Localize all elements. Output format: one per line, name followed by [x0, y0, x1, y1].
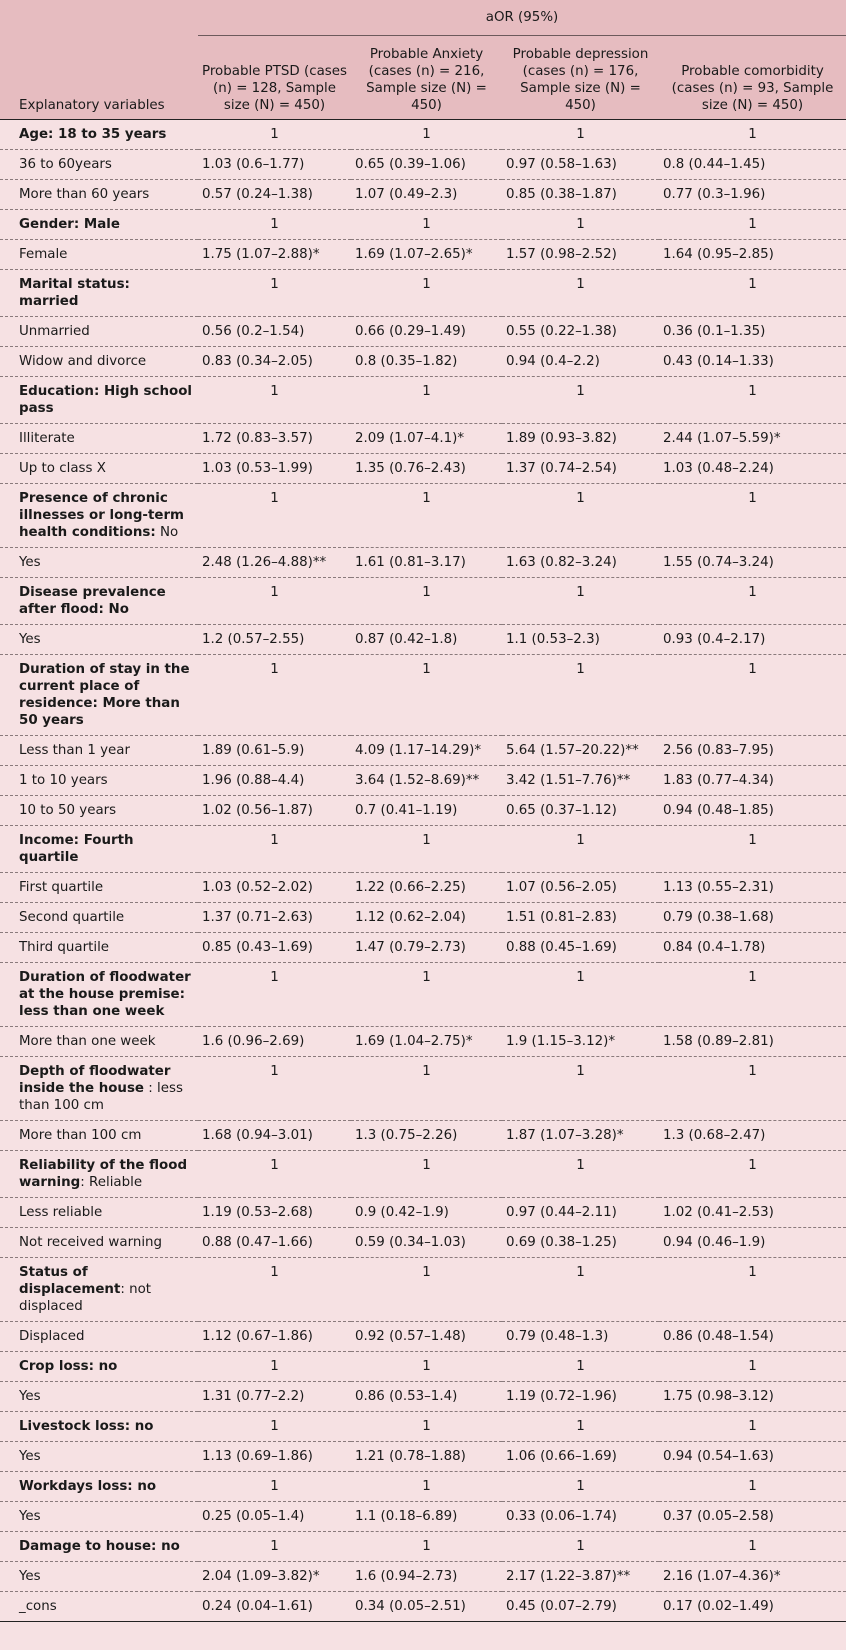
- row-label-text: Gender: Male: [19, 217, 120, 232]
- row-label: [0, 548, 198, 578]
- row-label-text: Disease prevalence after flood: No: [19, 585, 166, 617]
- cell-value: 1: [351, 484, 502, 548]
- cell-value: 1: [659, 1151, 846, 1198]
- cell-value: 0.93 (0.4–2.17): [659, 625, 846, 655]
- cell-value: 0.65 (0.39–1.06): [351, 150, 502, 180]
- row-label: [0, 1121, 198, 1151]
- cell-value: 1.3 (0.75–2.26): [351, 1121, 502, 1151]
- cell-value: 1: [502, 655, 659, 736]
- cell-value: 1: [198, 1532, 351, 1562]
- cell-value: 1: [659, 1352, 846, 1382]
- cell-value: 0.97 (0.58–1.63): [502, 150, 659, 180]
- cell-value: 0.94 (0.46–1.9): [659, 1228, 846, 1258]
- cell-value: 1: [351, 1532, 502, 1562]
- cell-value: 1.96 (0.88–4.4): [198, 766, 351, 796]
- cell-value: 2.48 (1.26–4.88)**: [198, 548, 351, 578]
- table-row: [0, 903, 846, 933]
- cell-value: 1.22 (0.66–2.25): [351, 873, 502, 903]
- cell-value: 1: [198, 655, 351, 736]
- cell-value: 0.88 (0.45–1.69): [502, 933, 659, 963]
- cell-value: 0.92 (0.57–1.48): [351, 1322, 502, 1352]
- row-label: [0, 933, 198, 963]
- cell-value: 1: [198, 1412, 351, 1442]
- cell-value: 0.85 (0.38–1.87): [502, 180, 659, 210]
- row-label-text: Yes: [19, 632, 41, 647]
- row-label-text: Crop loss: no: [19, 1359, 118, 1374]
- cell-value: 1: [351, 578, 502, 625]
- cell-value: 1: [198, 270, 351, 317]
- row-label: [0, 454, 198, 484]
- cell-value: 1: [502, 270, 659, 317]
- cell-value: 1.12 (0.67–1.86): [198, 1322, 351, 1352]
- cell-value: 1.03 (0.6–1.77): [198, 150, 351, 180]
- row-label-text: Yes: [19, 1389, 41, 1404]
- col-header-comorbidity: Probable comorbidity (cases (n) = 93, Sample size (N) = 450): [659, 36, 846, 120]
- cell-value: 0.8 (0.35–1.82): [351, 347, 502, 377]
- cell-value: 1.47 (0.79–2.73): [351, 933, 502, 963]
- cell-value: 1.19 (0.72–1.96): [502, 1382, 659, 1412]
- cell-value: 1: [198, 120, 351, 150]
- cell-value: 1: [502, 377, 659, 424]
- row-label-text: Yes: [19, 1569, 41, 1584]
- row-label-text: Presence of chronic illnesses or long-term health conditions:: [19, 491, 185, 540]
- row-label-text: Marital status: married: [19, 277, 130, 309]
- cell-value: 1: [198, 1151, 351, 1198]
- cell-value: 1: [659, 1532, 846, 1562]
- cell-value: 1: [659, 377, 846, 424]
- cell-value: 3.42 (1.51–7.76)**: [502, 766, 659, 796]
- table-row: [0, 1532, 846, 1562]
- cell-value: 2.09 (1.07–4.1)*: [351, 424, 502, 454]
- cell-value: 1: [502, 963, 659, 1027]
- cell-value: 1.75 (0.98–3.12): [659, 1382, 846, 1412]
- table-row: [0, 1027, 846, 1057]
- row-label: [0, 1502, 198, 1532]
- cell-value: 1.6 (0.94–2.73): [351, 1562, 502, 1592]
- cell-value: 2.16 (1.07–4.36)*: [659, 1562, 846, 1592]
- cell-value: 0.8 (0.44–1.45): [659, 150, 846, 180]
- row-label: [0, 1198, 198, 1228]
- cell-value: 5.64 (1.57–20.22)**: [502, 736, 659, 766]
- cell-value: 1.9 (1.15–3.12)*: [502, 1027, 659, 1057]
- cell-value: 1: [502, 210, 659, 240]
- row-label-text: Widow and divorce: [19, 354, 147, 369]
- cell-value: 1.13 (0.55–2.31): [659, 873, 846, 903]
- cell-value: 1.03 (0.48–2.24): [659, 454, 846, 484]
- cell-value: 1.31 (0.77–2.2): [198, 1382, 351, 1412]
- table-body: [0, 120, 846, 1622]
- cell-value: 1.02 (0.41–2.53): [659, 1198, 846, 1228]
- cell-value: 1.07 (0.56–2.05): [502, 873, 659, 903]
- row-label: [0, 1592, 198, 1622]
- table-row: [0, 484, 846, 548]
- cell-value: 1: [198, 578, 351, 625]
- row-label: [0, 796, 198, 826]
- cell-value: 1: [659, 270, 846, 317]
- table-row: [0, 826, 846, 873]
- header-blank: [0, 0, 198, 36]
- row-label-text: More than 60 years: [19, 187, 150, 202]
- row-label: [0, 1472, 198, 1502]
- cell-value: 1: [502, 1258, 659, 1322]
- cell-value: 0.17 (0.02–1.49): [659, 1592, 846, 1622]
- table-row: [0, 655, 846, 736]
- cell-value: 1: [351, 655, 502, 736]
- cell-value: 0.56 (0.2–1.54): [198, 317, 351, 347]
- table-row: [0, 377, 846, 424]
- cell-value: 1.87 (1.07–3.28)*: [502, 1121, 659, 1151]
- cell-value: 1: [198, 1352, 351, 1382]
- row-label-text: Education: High school pass: [19, 384, 192, 416]
- row-label: [0, 150, 198, 180]
- cell-value: 1: [659, 963, 846, 1027]
- cell-value: 1: [351, 963, 502, 1027]
- cell-value: 1.72 (0.83–3.57): [198, 424, 351, 454]
- cell-value: 1: [502, 484, 659, 548]
- cell-value: 1: [351, 1352, 502, 1382]
- row-label-text: Third quartile: [19, 940, 110, 955]
- row-label: [0, 1442, 198, 1472]
- row-label-text: Depth of floodwater inside the house: [19, 1064, 171, 1096]
- table-row: [0, 270, 846, 317]
- cell-value: 1: [198, 1472, 351, 1502]
- table-row: [0, 1057, 846, 1121]
- cell-value: 1: [351, 1472, 502, 1502]
- row-label: [0, 873, 198, 903]
- cell-value: 1: [198, 210, 351, 240]
- table-row: [0, 873, 846, 903]
- row-label: [0, 240, 198, 270]
- col-header-anxiety: Probable Anxiety (cases (n) = 216, Sample size (N) = 450): [351, 36, 502, 120]
- table-row: [0, 1352, 846, 1382]
- cell-value: 1.21 (0.78–1.88): [351, 1442, 502, 1472]
- cell-value: 1.35 (0.76–2.43): [351, 454, 502, 484]
- cell-value: 0.33 (0.06–1.74): [502, 1502, 659, 1532]
- cell-value: 1: [659, 120, 846, 150]
- row-label: [0, 317, 198, 347]
- row-label-text: Illiterate: [19, 431, 75, 446]
- row-label: [0, 1412, 198, 1442]
- row-label-text: Unmarried: [19, 324, 90, 339]
- cell-value: 1: [502, 1352, 659, 1382]
- cell-value: 1.3 (0.68–2.47): [659, 1121, 846, 1151]
- row-label: [0, 826, 198, 873]
- row-label: [0, 963, 198, 1027]
- cell-value: 1: [502, 1057, 659, 1121]
- cell-value: 1.03 (0.53–1.99): [198, 454, 351, 484]
- cell-value: 0.24 (0.04–1.61): [198, 1592, 351, 1622]
- table-row: [0, 1562, 846, 1592]
- cell-value: 1: [351, 210, 502, 240]
- table-row: [0, 1121, 846, 1151]
- row-label-text: Duration of floodwater at the house premise: less than one week: [19, 970, 191, 1019]
- row-label: [0, 484, 198, 548]
- row-label-text: Not received warning: [19, 1235, 163, 1250]
- cell-value: 1.1 (0.18–6.89): [351, 1502, 502, 1532]
- cell-value: 1.63 (0.82–3.24): [502, 548, 659, 578]
- row-label: [0, 736, 198, 766]
- cell-value: 1: [502, 1151, 659, 1198]
- table-row: [0, 347, 846, 377]
- cell-value: 2.56 (0.83–7.95): [659, 736, 846, 766]
- cell-value: 1.61 (0.81–3.17): [351, 548, 502, 578]
- cell-value: 1.57 (0.98–2.52): [502, 240, 659, 270]
- cell-value: 0.57 (0.24–1.38): [198, 180, 351, 210]
- cell-value: 1.02 (0.56–1.87): [198, 796, 351, 826]
- cell-value: 1.89 (0.93–3.82): [502, 424, 659, 454]
- cell-value: 1: [351, 1258, 502, 1322]
- table-row: [0, 578, 846, 625]
- row-label-text: Female: [19, 247, 68, 262]
- row-label-text: Age: 18 to 35 years: [19, 127, 167, 142]
- row-label-text: Less than 1 year: [19, 743, 131, 758]
- cell-value: 1: [502, 1532, 659, 1562]
- cell-value: 0.94 (0.4–2.2): [502, 347, 659, 377]
- cell-value: 1.2 (0.57–2.55): [198, 625, 351, 655]
- cell-value: 0.55 (0.22–1.38): [502, 317, 659, 347]
- row-label: [0, 1228, 198, 1258]
- row-label: [0, 1027, 198, 1057]
- cell-value: 1: [351, 270, 502, 317]
- cell-value: 1: [351, 826, 502, 873]
- row-label-text: Less reliable: [19, 1205, 103, 1220]
- table-row: [0, 625, 846, 655]
- row-label-text: More than one week: [19, 1034, 156, 1049]
- cell-value: 1.64 (0.95–2.85): [659, 240, 846, 270]
- table-row: [0, 210, 846, 240]
- row-label-text: 10 to 50 years: [19, 803, 117, 818]
- cell-value: 1: [659, 655, 846, 736]
- cell-value: 1: [659, 578, 846, 625]
- table-row: [0, 796, 846, 826]
- col-header-depression: Probable depression (cases (n) = 176, Sample size (N) = 450): [502, 36, 659, 120]
- cell-value: 1: [351, 1151, 502, 1198]
- cell-value: 1: [198, 1057, 351, 1121]
- row-label-text: Workdays loss: no: [19, 1479, 157, 1494]
- row-label: [0, 578, 198, 625]
- table-row: [0, 1322, 846, 1352]
- aor-group-header: aOR (95%): [198, 0, 846, 36]
- row-label-text: Damage to house: no: [19, 1539, 180, 1554]
- row-label: [0, 655, 198, 736]
- table-row: [0, 1258, 846, 1322]
- table-row: [0, 963, 846, 1027]
- row-label: [0, 424, 198, 454]
- row-label-text: Yes: [19, 555, 41, 570]
- cell-value: 1: [502, 826, 659, 873]
- cell-value: 1.1 (0.53–2.3): [502, 625, 659, 655]
- cell-value: 1.83 (0.77–4.34): [659, 766, 846, 796]
- cell-value: 1: [351, 377, 502, 424]
- cell-value: 1: [351, 1057, 502, 1121]
- cell-value: 3.64 (1.52–8.69)**: [351, 766, 502, 796]
- row-label: [0, 347, 198, 377]
- table-row: [0, 1442, 846, 1472]
- table-row: [0, 1151, 846, 1198]
- cell-value: 1: [198, 1258, 351, 1322]
- cell-value: 1: [198, 377, 351, 424]
- cell-value: 1: [659, 210, 846, 240]
- cell-value: 1: [198, 963, 351, 1027]
- cell-value: 0.86 (0.53–1.4): [351, 1382, 502, 1412]
- row-label: [0, 377, 198, 424]
- table-row: [0, 180, 846, 210]
- row-label-text: Displaced: [19, 1329, 85, 1344]
- row-label-text: Duration of stay in the current place of residence: More than 50 years: [19, 662, 190, 728]
- row-label-text: Income: Fourth quartile: [19, 833, 134, 865]
- cell-value: 0.9 (0.42–1.9): [351, 1198, 502, 1228]
- row-label-text: 36 to 60years: [19, 157, 112, 172]
- cell-value: 0.87 (0.42–1.8): [351, 625, 502, 655]
- cell-value: 1.89 (0.61–5.9): [198, 736, 351, 766]
- cell-value: 1: [659, 1412, 846, 1442]
- cell-value: 0.59 (0.34–1.03): [351, 1228, 502, 1258]
- cell-value: 1.58 (0.89–2.81): [659, 1027, 846, 1057]
- explanatory-variables-header: Explanatory variables: [0, 36, 198, 120]
- cell-value: 0.88 (0.47–1.66): [198, 1228, 351, 1258]
- cell-value: 2.04 (1.09–3.82)*: [198, 1562, 351, 1592]
- table-row: [0, 454, 846, 484]
- cell-value: 1.12 (0.62–2.04): [351, 903, 502, 933]
- row-label: [0, 1352, 198, 1382]
- row-label-text: Second quartile: [19, 910, 125, 925]
- cell-value: 0.45 (0.07–2.79): [502, 1592, 659, 1622]
- cell-value: 1: [659, 1258, 846, 1322]
- cell-value: 0.34 (0.05–2.51): [351, 1592, 502, 1622]
- table-row: [0, 424, 846, 454]
- cell-value: 1.37 (0.71–2.63): [198, 903, 351, 933]
- cell-value: 0.66 (0.29–1.49): [351, 317, 502, 347]
- cell-value: 0.36 (0.1–1.35): [659, 317, 846, 347]
- cell-value: 1: [502, 578, 659, 625]
- row-label: [0, 1382, 198, 1412]
- row-label: [0, 1258, 198, 1322]
- cell-value: 1.55 (0.74–3.24): [659, 548, 846, 578]
- row-label-text: _cons: [19, 1599, 57, 1614]
- row-label-suffix: : Reliable: [80, 1175, 143, 1190]
- row-label-suffix: : not displaced: [19, 1282, 152, 1314]
- cell-value: 4.09 (1.17–14.29)*: [351, 736, 502, 766]
- row-label-suffix: : less than 100 cm: [19, 1081, 183, 1113]
- cell-value: 0.65 (0.37–1.12): [502, 796, 659, 826]
- cell-value: 1: [659, 1472, 846, 1502]
- cell-value: 1.07 (0.49–2.3): [351, 180, 502, 210]
- cell-value: 1.6 (0.96–2.69): [198, 1027, 351, 1057]
- table-row: [0, 933, 846, 963]
- table-row: [0, 1472, 846, 1502]
- cell-value: 0.37 (0.05–2.58): [659, 1502, 846, 1532]
- row-label-text: 1 to 10 years: [19, 773, 108, 788]
- table-row: [0, 1502, 846, 1532]
- row-label: [0, 180, 198, 210]
- row-label-text: Livestock loss: no: [19, 1419, 154, 1434]
- cell-value: 0.94 (0.54–1.63): [659, 1442, 846, 1472]
- cell-value: 0.86 (0.48–1.54): [659, 1322, 846, 1352]
- cell-value: 1: [351, 1412, 502, 1442]
- row-label: [0, 1562, 198, 1592]
- table-row: [0, 548, 846, 578]
- cell-value: 1: [502, 1472, 659, 1502]
- cell-value: 2.17 (1.22–3.87)**: [502, 1562, 659, 1592]
- table-row: [0, 150, 846, 180]
- row-label: [0, 766, 198, 796]
- row-label: [0, 1151, 198, 1198]
- cell-value: 1.37 (0.74–2.54): [502, 454, 659, 484]
- cell-value: 0.7 (0.41–1.19): [351, 796, 502, 826]
- row-label-suffix: No: [155, 525, 179, 540]
- cell-value: 0.25 (0.05–1.4): [198, 1502, 351, 1532]
- row-label: [0, 1532, 198, 1562]
- row-label-text: First quartile: [19, 880, 104, 895]
- row-label-text: Yes: [19, 1509, 41, 1524]
- col-header-ptsd: Probable PTSD (cases (n) = 128, Sample size (N) = 450): [198, 36, 351, 120]
- cell-value: 1.03 (0.52–2.02): [198, 873, 351, 903]
- row-label-text: More than 100 cm: [19, 1128, 142, 1143]
- cell-value: 1.69 (1.07–2.65)*: [351, 240, 502, 270]
- cell-value: 0.94 (0.48–1.85): [659, 796, 846, 826]
- cell-value: 1: [659, 826, 846, 873]
- row-label-text: Yes: [19, 1449, 41, 1464]
- cell-value: 0.84 (0.4–1.78): [659, 933, 846, 963]
- table-row: [0, 1198, 846, 1228]
- cell-value: 0.85 (0.43–1.69): [198, 933, 351, 963]
- cell-value: 1: [659, 1057, 846, 1121]
- table-row: [0, 120, 846, 150]
- cell-value: 0.97 (0.44–2.11): [502, 1198, 659, 1228]
- cell-value: 1.19 (0.53–2.68): [198, 1198, 351, 1228]
- cell-value: 1: [198, 826, 351, 873]
- cell-value: 0.43 (0.14–1.33): [659, 347, 846, 377]
- cell-value: 1.51 (0.81–2.83): [502, 903, 659, 933]
- row-label: [0, 1057, 198, 1121]
- row-label: [0, 625, 198, 655]
- cell-value: 0.79 (0.48–1.3): [502, 1322, 659, 1352]
- table-row: [0, 1412, 846, 1442]
- row-label: [0, 210, 198, 240]
- table-row: [0, 1382, 846, 1412]
- row-label-text: Status of displacement: [19, 1265, 121, 1297]
- table-row: [0, 317, 846, 347]
- cell-value: 1.13 (0.69–1.86): [198, 1442, 351, 1472]
- table-row: [0, 766, 846, 796]
- cell-value: 0.83 (0.34–2.05): [198, 347, 351, 377]
- row-label: [0, 903, 198, 933]
- cell-value: 2.44 (1.07–5.59)*: [659, 424, 846, 454]
- cell-value: 1.68 (0.94–3.01): [198, 1121, 351, 1151]
- cell-value: 1: [502, 1412, 659, 1442]
- cell-value: 0.69 (0.38–1.25): [502, 1228, 659, 1258]
- cell-value: 1: [351, 120, 502, 150]
- cell-value: 1.06 (0.66–1.69): [502, 1442, 659, 1472]
- row-label-text: Reliability of the flood warning: [19, 1158, 188, 1190]
- row-label: [0, 270, 198, 317]
- row-label-text: Up to class X: [19, 461, 106, 476]
- cell-value: 1.69 (1.04–2.75)*: [351, 1027, 502, 1057]
- cell-value: 1: [198, 484, 351, 548]
- row-label: [0, 120, 198, 150]
- cell-value: 1: [502, 120, 659, 150]
- table-row: [0, 240, 846, 270]
- row-label: [0, 1322, 198, 1352]
- cell-value: 1.75 (1.07–2.88)*: [198, 240, 351, 270]
- table-row: [0, 1228, 846, 1258]
- cell-value: 1: [659, 484, 846, 548]
- cell-value: 0.79 (0.38–1.68): [659, 903, 846, 933]
- table-row: [0, 736, 846, 766]
- table-row: [0, 1592, 846, 1622]
- cell-value: 0.77 (0.3–1.96): [659, 180, 846, 210]
